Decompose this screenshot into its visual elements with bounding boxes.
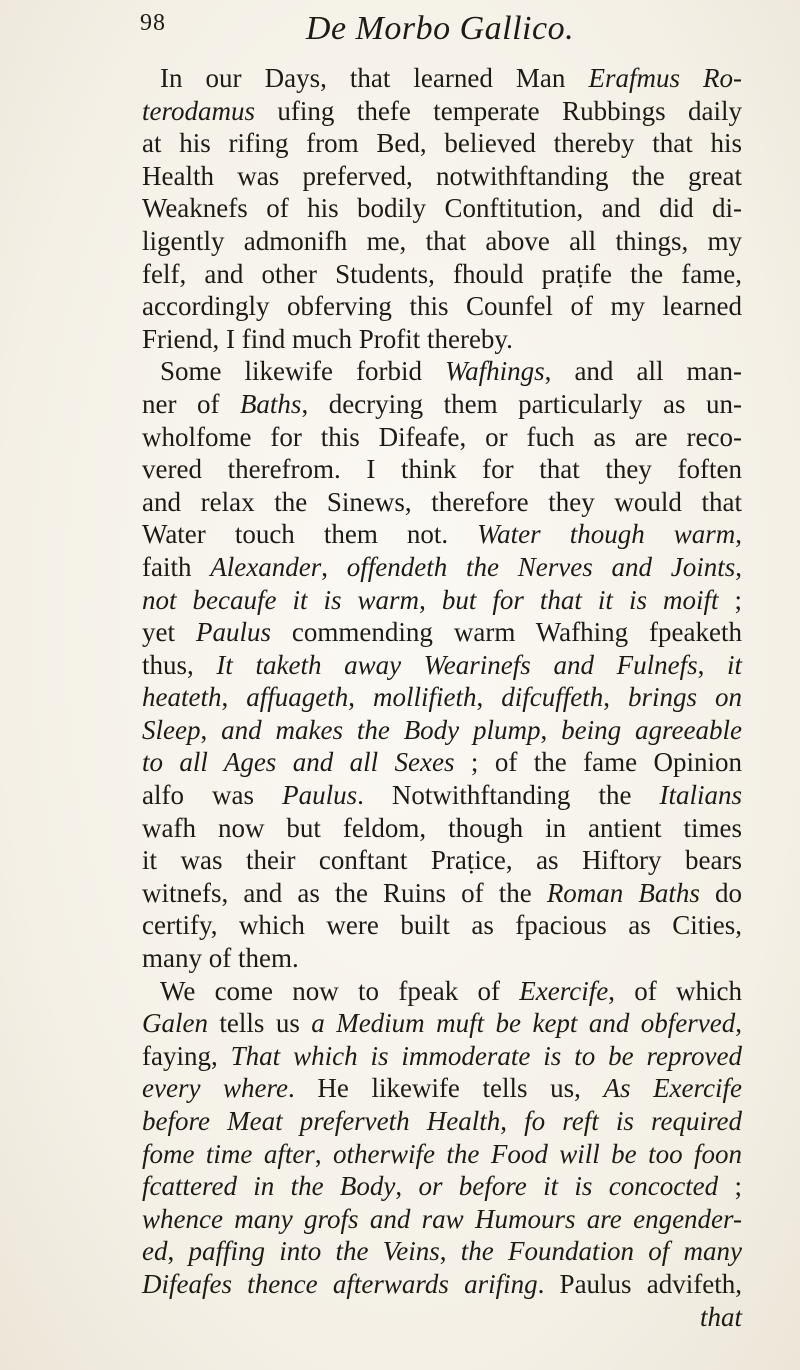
text-line: terodamus ufing thefe temperate Rubbings daily bbox=[142, 95, 742, 126]
text-line: Weaknefs of his bodily Conftitution, and did di- bbox=[142, 193, 742, 224]
text-line: fcattered in the Body, or before it is concocted ; bbox=[142, 1171, 742, 1202]
text-line: wafh now but feldom, though in antient times bbox=[142, 812, 742, 843]
text-line: not becaufe it is warm, but for that it is moift ; bbox=[142, 584, 743, 615]
text-line: ed, paffing into the Veins, the Foundation of many bbox=[142, 1236, 743, 1267]
text-line: Water touch them not. Water though warm, bbox=[142, 519, 742, 550]
text-line: Some likewife forbid Wafhings, and all man- bbox=[160, 356, 742, 387]
text-line: In our Days, that learned Man Erafmus Ro- bbox=[160, 63, 742, 93]
text-line: Friend, I find much Profit thereby. bbox=[142, 323, 513, 354]
text-line: to all Ages and all Sexes ; of the fame Opinion bbox=[142, 747, 742, 778]
text-line: every where. He likewife tells us, As Exercife bbox=[142, 1073, 743, 1104]
text-line: witnefs, and as the Ruins of the Roman Baths do bbox=[142, 877, 742, 908]
text-line: Health was preferved, notwithftanding the great bbox=[142, 160, 742, 191]
text-line: ligently admonifh me, that above all things, my bbox=[142, 225, 742, 256]
text-line: whence many grofs and raw Humours are engender- bbox=[142, 1203, 742, 1234]
page-header bbox=[140, 10, 740, 50]
text-line: many of them. bbox=[142, 943, 299, 974]
text-line: Galen tells us a Medium muft be kept and obferved, bbox=[142, 1008, 742, 1039]
text-line: yet Paulus commending warm Wafhing fpeaketh bbox=[142, 617, 742, 648]
text-line: faith Alexander, offendeth the Nerves and Joints, bbox=[142, 551, 742, 582]
text-line: Sleep, and makes the Body plump, being agreeable bbox=[142, 714, 742, 745]
text-line: alfo was Paulus. Notwithftanding the Italians bbox=[142, 780, 743, 811]
text-line: that bbox=[699, 1301, 742, 1332]
text-line: certify, which were built as fpacious as Cities, bbox=[142, 910, 742, 941]
text-line: felf, and other Students, fhould praṭife the fame, bbox=[142, 258, 742, 289]
text-line: heateth, affuageth, mollifieth, difcuffeth, brings on bbox=[142, 682, 742, 713]
text-line: accordingly obferving this Counfel of my learned bbox=[142, 291, 742, 322]
text-line: ner of Baths, decrying them particularly as un- bbox=[142, 388, 742, 419]
text-line: We come now to fpeak of Exercife, of which bbox=[160, 975, 742, 1006]
text-line: fome time after, otherwife the Food will be too foon bbox=[142, 1138, 743, 1169]
text-line: vered therefrom. I think for that they foften bbox=[142, 454, 742, 485]
page-number: 98 bbox=[140, 10, 166, 36]
text-line: thus, It taketh away Wearinefs and Fulnefs, it bbox=[142, 649, 742, 680]
text-line: at his rifing from Bed, believed thereby that his bbox=[142, 128, 742, 159]
text-line: wholfome for this Difeafe, or fuch as are reco- bbox=[142, 421, 742, 452]
text-line: and relax the Sinews, therefore they would that bbox=[142, 486, 742, 517]
body-text bbox=[142, 62, 742, 1333]
text-line: it was their conftant Praṭice, as Hiftory bears bbox=[142, 845, 742, 876]
running-title: De Morbo Gallico. bbox=[305, 10, 575, 47]
text-line: faying, That which is immoderate is to be reproved bbox=[142, 1040, 742, 1071]
text-line: before Meat preferveth Health, fo reft is required bbox=[142, 1106, 742, 1136]
text-line: Difeafes thence afterwards arifing. Paulus advifeth, bbox=[142, 1268, 742, 1299]
